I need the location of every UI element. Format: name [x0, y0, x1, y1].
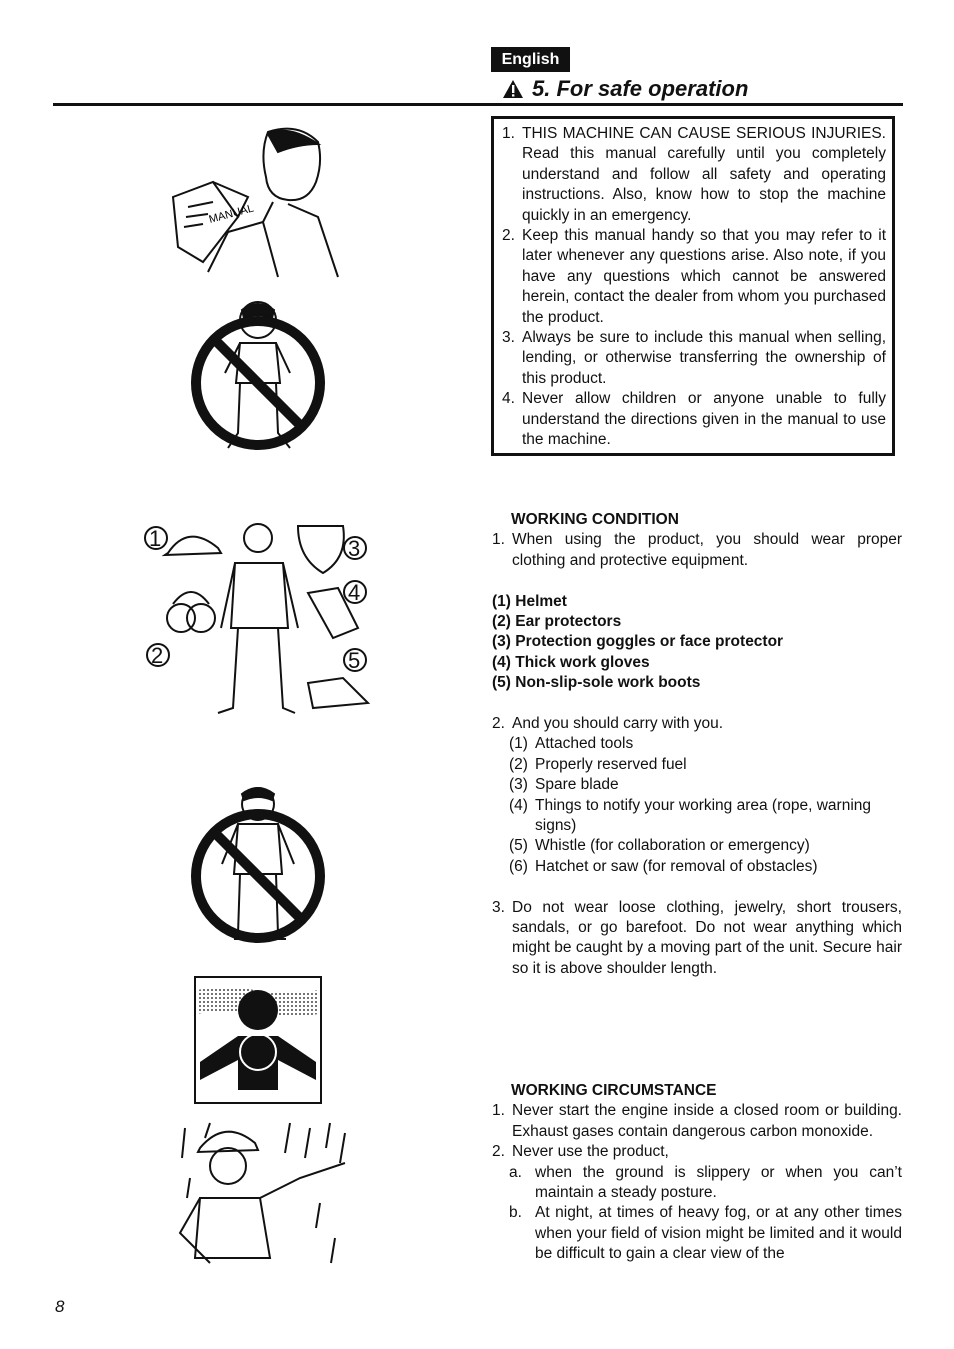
warning-item-1: 1. THIS MACHINE CAN CAUSE SERIOUS INJURIES. Read this manual carefully until you completely understand and follow all safety and operating instructions. Also, know how to stop the machine quickly in an emergency.: [502, 125, 886, 224]
equipment-label-1: 1: [149, 526, 162, 551]
warning-list: [502, 124, 886, 451]
ppe-item: (1) Helmet: [492, 592, 567, 610]
ppe-item: (3) Protection goggles or face protector: [492, 633, 784, 651]
carry-item: (5) Whistle (for collaboration or emergency): [509, 837, 810, 855]
carry-item: (4) Things to notify your working area (rope, warning signs): [509, 796, 871, 835]
circumstance-sub-list: [492, 1163, 902, 1265]
carbon-monoxide-warning-icon: [194, 976, 322, 1104]
header-rule: [53, 103, 903, 106]
condition-item-2: 2. And you should carry with you.: [492, 715, 724, 733]
no-children-illustration: [190, 298, 330, 458]
man-reading-manual-illustration: [168, 122, 348, 282]
carry-item: (1) Attached tools: [509, 735, 634, 753]
circumstance-sub-item: b. At night, at times of heavy fog, or at any other times when your field of vision might be limited and it would be difficult to gain a clear view of the: [509, 1204, 902, 1263]
ppe-item: (2) Ear protectors: [492, 613, 622, 631]
protective-equipment-illustration: [143, 518, 375, 716]
carry-list: [492, 734, 902, 877]
language-tab: English: [491, 47, 570, 72]
equipment-label-3: 3: [348, 536, 361, 561]
ppe-list: [492, 592, 902, 694]
working-circumstance-heading: WORKING CIRCUMSTANCE: [511, 1082, 717, 1099]
page-number: 8: [55, 1297, 65, 1316]
circumstance-sub-item: a. when the ground is slippery or when you can’t maintain a steady posture.: [509, 1163, 902, 1202]
condition-item-3: 3. Do not wear loose clothing, jewelry, short trousers, sandals, or go barefoot. Do not wear anything which might be caught by a moving part of the unit. Secure hair so it is above shoulder length.: [492, 898, 902, 977]
safety-warning-box: [491, 116, 895, 456]
section-title-text: 5. For safe operation: [532, 76, 749, 101]
working-condition-section: [492, 510, 902, 979]
warning-triangle-icon: [502, 79, 524, 99]
warning-item-3: 3. Always be sure to include this manual when selling, lending, or otherwise transferring the ownership of this product.: [502, 329, 886, 387]
warning-item-4: 4. Never allow children or anyone unable to fully understand the directions given in the manual to use the machine.: [502, 390, 886, 449]
carry-item: (6) Hatchet or saw (for removal of obstacles): [509, 857, 818, 875]
ppe-item: (4) Thick work gloves: [492, 653, 650, 671]
carry-item: (2) Properly reserved fuel: [509, 755, 687, 773]
manual-cover-text: MANUAL: [207, 202, 256, 226]
working-condition-heading: WORKING CONDITION: [511, 511, 679, 528]
equipment-label-5: 5: [348, 648, 361, 673]
circumstance-item-2: 2. Never use the product,: [492, 1143, 669, 1161]
ppe-item: (5) Non-slip-sole work boots: [492, 674, 701, 692]
no-loose-clothing-illustration: [190, 784, 330, 952]
warning-item-2: 2. Keep this manual handy so that you may refer to it later whenever any questions arise. Also note, if you have any questions which cannot be answered herein, contact the dealer from whom you purchased the product.: [502, 227, 886, 326]
carry-item: (3) Spare blade: [509, 776, 619, 794]
circumstance-item-1: 1. Never start the engine inside a closed room or building. Exhaust gases contain dangerous carbon monoxide.: [492, 1102, 902, 1140]
rain-weather-illustration: [170, 1118, 355, 1286]
condition-item-1: 1. When using the product, you should wear proper clothing and protective equipment.: [492, 531, 902, 569]
working-circumstance-section: [492, 1081, 902, 1265]
section-title: [502, 74, 748, 104]
equipment-label-2: 2: [151, 643, 164, 668]
equipment-label-4: 4: [348, 580, 361, 605]
